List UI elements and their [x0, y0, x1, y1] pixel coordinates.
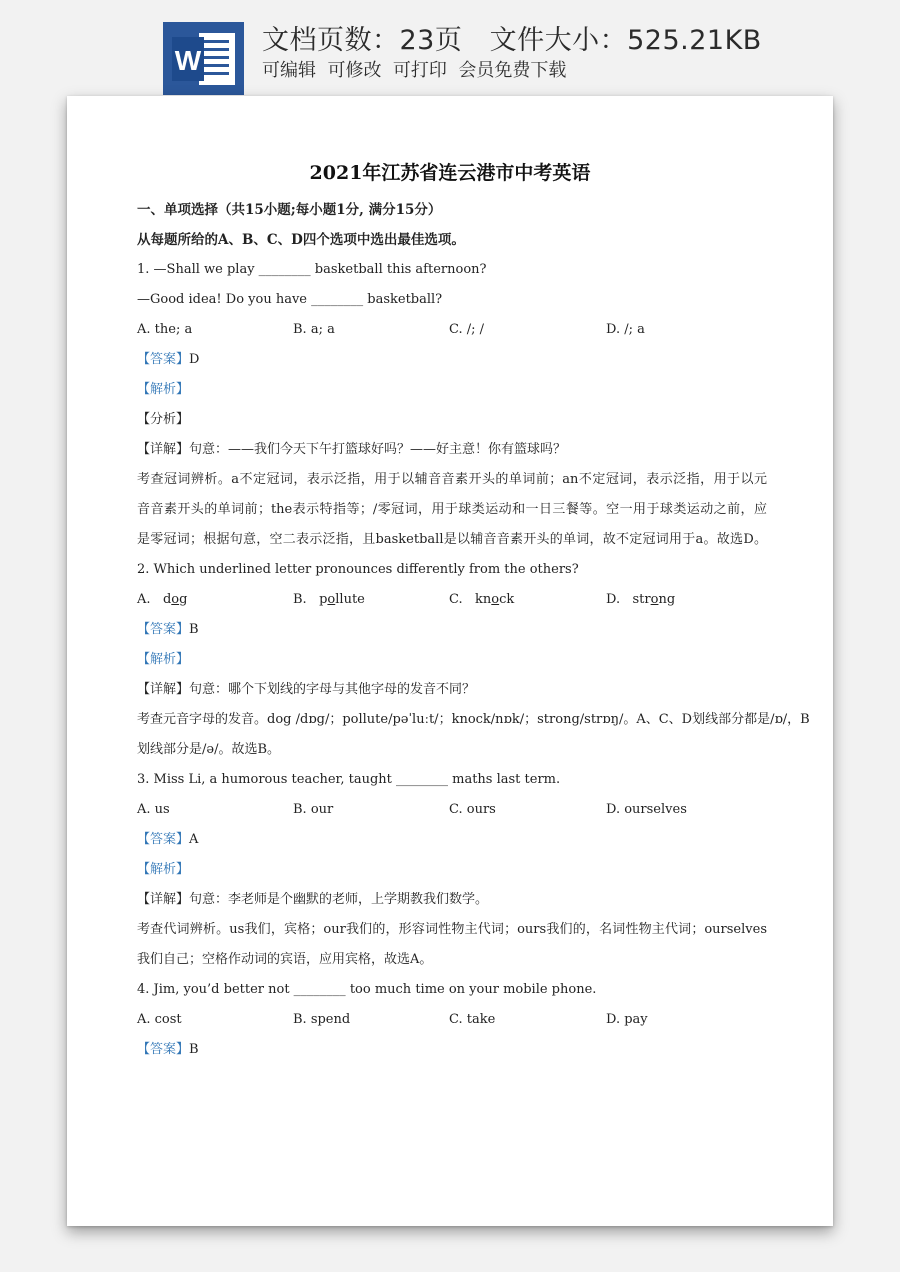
q4-option-d: D. pay — [606, 1012, 648, 1027]
q2-option-c: C. knock — [449, 592, 515, 607]
q1-option-a: A. the; a — [137, 322, 193, 337]
q1-option-d: D. /; a — [606, 322, 645, 337]
q2-option-a: A. dog — [137, 592, 188, 607]
answer-tag: 【答案】 — [137, 1042, 190, 1057]
document-page — [67, 96, 833, 1226]
page-count: 文档页数：23页 — [262, 25, 463, 56]
q1-explanation-3: 是零冠词；根据句意，空二表示泛指，且basketball是以辅音音素开头的单词，故不定冠词用于a。故选D。 — [137, 532, 767, 547]
q1-stem-2: —Good idea! Do you have ________ basketball? — [137, 292, 443, 307]
q3-answer — [137, 832, 767, 848]
q2-analysis-tag: 【解析】 — [137, 652, 190, 667]
q1-detail: 【详解】句意：——我们今天下午打篮球好吗？——好主意！你有篮球吗？ — [137, 442, 567, 457]
q3-stem: 3. Miss Li, a humorous teacher, taught ________ maths last term. — [137, 772, 561, 787]
q2-answer — [137, 622, 767, 638]
answer-value: B — [189, 1042, 199, 1057]
word-document-icon — [163, 22, 244, 95]
q1-option-c: C. /; / — [449, 322, 485, 337]
q3-explanation-2: 我们自己；空格作动词的宾语，应用宾格，故选A。 — [137, 952, 433, 967]
q1-fenxi-tag: 【分析】 — [137, 412, 190, 427]
download-banner — [0, 0, 900, 100]
answer-value: A — [189, 832, 199, 847]
q1-explanation-2: 音音素开头的单词前；the表示特指等；/零冠词，用于球类运动和一日三餐等。空一用于球类运动之前，应 — [137, 502, 767, 517]
answer-tag: 【答案】 — [137, 622, 190, 637]
q2-explanation-1: 考查元音字母的发音。dog /dɒg/；pollute/pəˈluːt/；knock/nɒk/；strong/strɒŋ/。A、C、D划线部分都是/ɒ/，B — [137, 712, 810, 727]
answer-tag: 【答案】 — [137, 832, 190, 847]
q4-stem: 4. Jim, you’d better not ________ too much time on your mobile phone. — [137, 982, 597, 997]
q1-explanation-1: 考查冠词辨析。a不定冠词，表示泛指，用于以辅音音素开头的单词前；an不定冠词，表示泛指，用于以元 — [137, 472, 767, 487]
q3-option-a: A. us — [137, 802, 170, 817]
answer-tag: 【答案】 — [137, 352, 190, 367]
instruction: 从每题所给的A、B、C、D四个选项中选出最佳选项。 — [137, 232, 465, 248]
file-size: 文件大小：525.21KB — [489, 25, 762, 56]
q1-answer — [137, 352, 767, 368]
q2-stem: 2. Which underlined letter pronounces differently from the others? — [137, 562, 579, 577]
q3-detail: 【详解】句意：李老师是个幽默的老师，上学期教我们数学。 — [137, 892, 489, 907]
q1-analysis-tag: 【解析】 — [137, 382, 190, 397]
q3-analysis-tag: 【解析】 — [137, 862, 190, 877]
banner-stats — [262, 18, 762, 57]
q1-option-b: B. a; a — [293, 322, 335, 337]
q1-stem-1: 1. —Shall we play ________ basketball this afternoon? — [137, 262, 487, 277]
q3-option-b: B. our — [293, 802, 334, 817]
q3-option-c: C. ours — [449, 802, 496, 817]
q2-option-b: B. pollute — [293, 592, 365, 607]
q3-option-d: D. ourselves — [606, 802, 687, 817]
answer-value: B — [189, 622, 199, 637]
q2-detail: 【详解】句意：哪个下划线的字母与其他字母的发音不同？ — [137, 682, 476, 697]
q4-option-b: B. spend — [293, 1012, 351, 1027]
q3-explanation-1: 考查代词辨析。us我们，宾格；our我们的，形容词性物主代词；ours我们的，名词性物主代词；ourselves — [137, 922, 767, 937]
svg-text:W: W — [174, 45, 202, 76]
document-title: 2021年江苏省连云港市中考英语 — [309, 162, 591, 184]
q4-option-a: A. cost — [137, 1012, 182, 1027]
banner-features: 可编辑 可修改 可打印 会员免费下载 — [262, 60, 567, 81]
q2-option-d: D. strong — [606, 592, 676, 607]
section-heading: 一、单项选择（共15小题;每小题1分, 满分15分） — [137, 202, 442, 218]
q4-answer — [137, 1042, 767, 1058]
answer-value: D — [189, 352, 200, 367]
q4-option-c: C. take — [449, 1012, 496, 1027]
q2-explanation-2: 划线部分是/ə/。故选B。 — [137, 742, 281, 757]
